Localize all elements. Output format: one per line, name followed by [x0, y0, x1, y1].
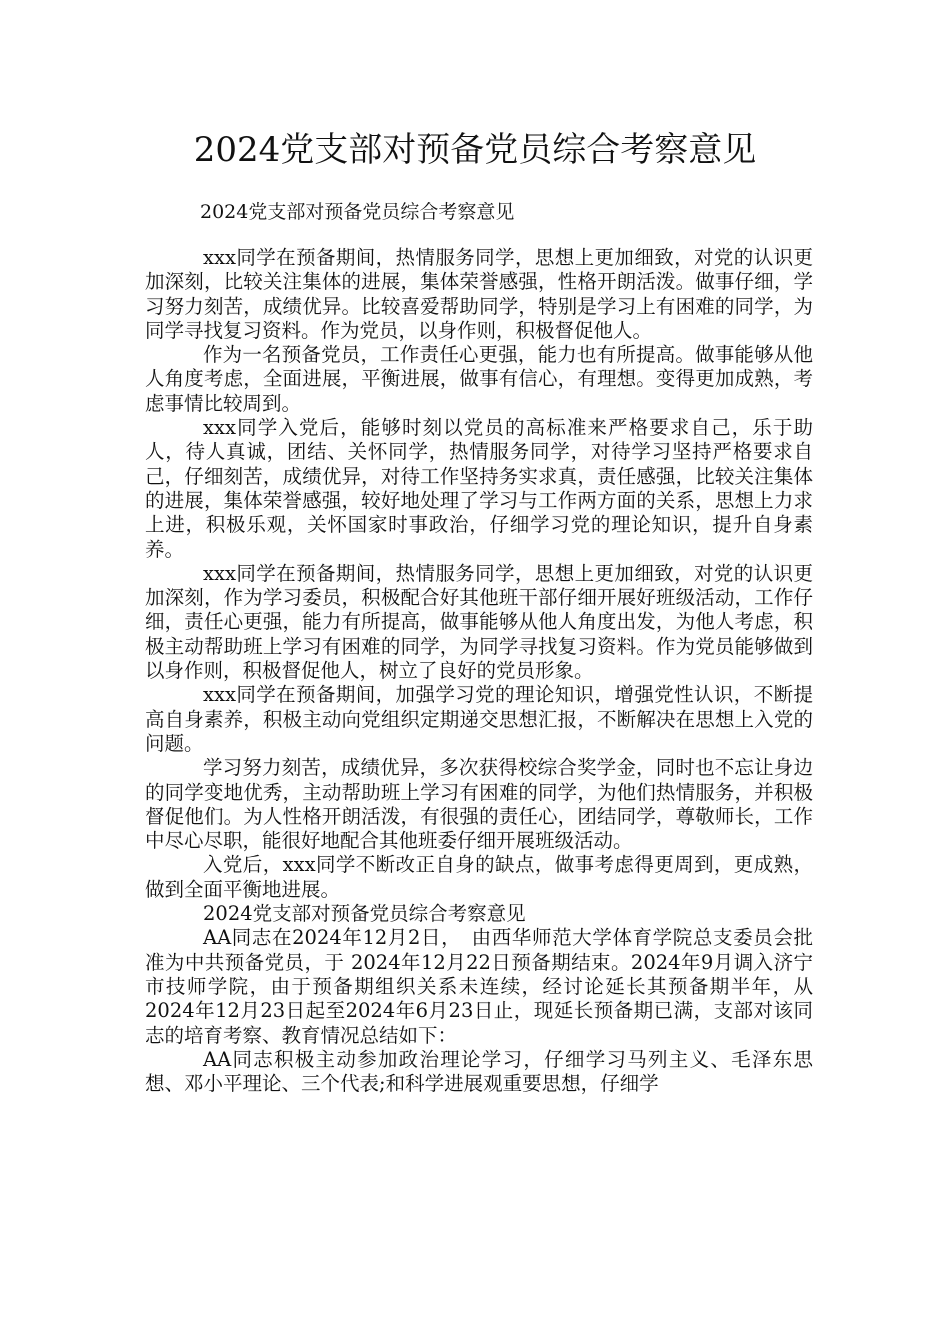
document-body	[145, 246, 813, 1096]
document-subtitle: 2024党支部对预备党员综合考察意见	[200, 201, 515, 223]
paragraph: xxx同学在预备期间，热情服务同学，思想上更加细致，对党的认识更加深刻，比较关注集体的进展，集体荣誉感强，性格开朗活泼。做事仔细，学习努力刻苦，成绩优异。比较喜爱帮助同学，特别是学习上有困难的同学，为同学寻找复习资料。作为党员，以身作则，积极督促他人。	[145, 246, 813, 342]
section-heading: 2024党支部对预备党员综合考察意见	[203, 902, 526, 926]
document-title: 2024党支部对预备党员综合考察意见	[193, 130, 757, 170]
paragraph: xxx同学入党后，能够时刻以党员的高标准来严格要求自己，乐于助人，待人真诚，团结、关怀同学，热情服务同学，对待学习坚持严格要求自己，仔细刻苦，成绩优异，对待工作坚持务实求真，责任感强，比较关注集体的进展，集体荣誉感强，较好地处理了学习与工作两方面的关系，思想上力求上进，积极乐观，关怀国家时事政治，仔细学习党的理论知识，提升自身素养。	[145, 416, 813, 561]
paragraph: 入党后，xxx同学不断改正自身的缺点，做事考虑得更周到，更成熟，做到全面平衡地进展。	[145, 853, 813, 901]
paragraph: AA同志积极主动参加政治理论学习，仔细学习马列主义、毛泽东思想、邓小平理论、三个代表;和科学进展观重要思想，仔细学	[145, 1047, 813, 1096]
paragraph: 学习努力刻苦，成绩优异，多次获得校综合奖学金，同时也不忘让身边的同学变地优秀，主动帮助班上学习有困难的同学，为他们热情服务，并积极督促他们。为人性格开朗活泼，有很强的责任心，团结同学，尊敬师长，工作中尽心尽职，能很好地配合其他班委仔细开展班级活动。	[145, 756, 813, 853]
paragraph: xxx同学在预备期间，热情服务同学，思想上更加细致，对党的认识更加深刻，作为学习委员，积极配合好其他班干部仔细开展好班级活动，工作仔细，责任心更强，能力有所提高，做事能够从他人角度出发，为他人考虑，积极主动帮助班上学习有困难的同学，为同学寻找复习资料。作为党员能够做到以身作则，积极督促他人，树立了良好的党员形象。	[145, 561, 813, 683]
paragraph: xxx同学在预备期间，加强学习党的理论知识，增强党性认识，不断提高自身素养，积极主动向党组织定期递交思想汇报，不断解决在思想上入党的问题。	[145, 683, 813, 755]
paragraph: AA同志在2024年12月2日， 由西华师范大学体育学院总支委员会批准为中共预备党员，于 2024年12月22日预备期结束。2024年9月调入济宁市技师学院，由于预备期组织关系未连续，经讨论延长其预备期半年，从2024年12月23日起至2024年6月23日止，现延长预备期已满，支部对该同志的培育考察、教育情况总结如下：	[145, 926, 813, 1047]
paragraph: 作为一名预备党员，工作责任心更强，能力也有所提高。做事能够从他人角度考虑，全面进展，平衡进展，做事有信心，有理想。变得更加成熟，考虑事情比较周到。	[145, 343, 813, 415]
